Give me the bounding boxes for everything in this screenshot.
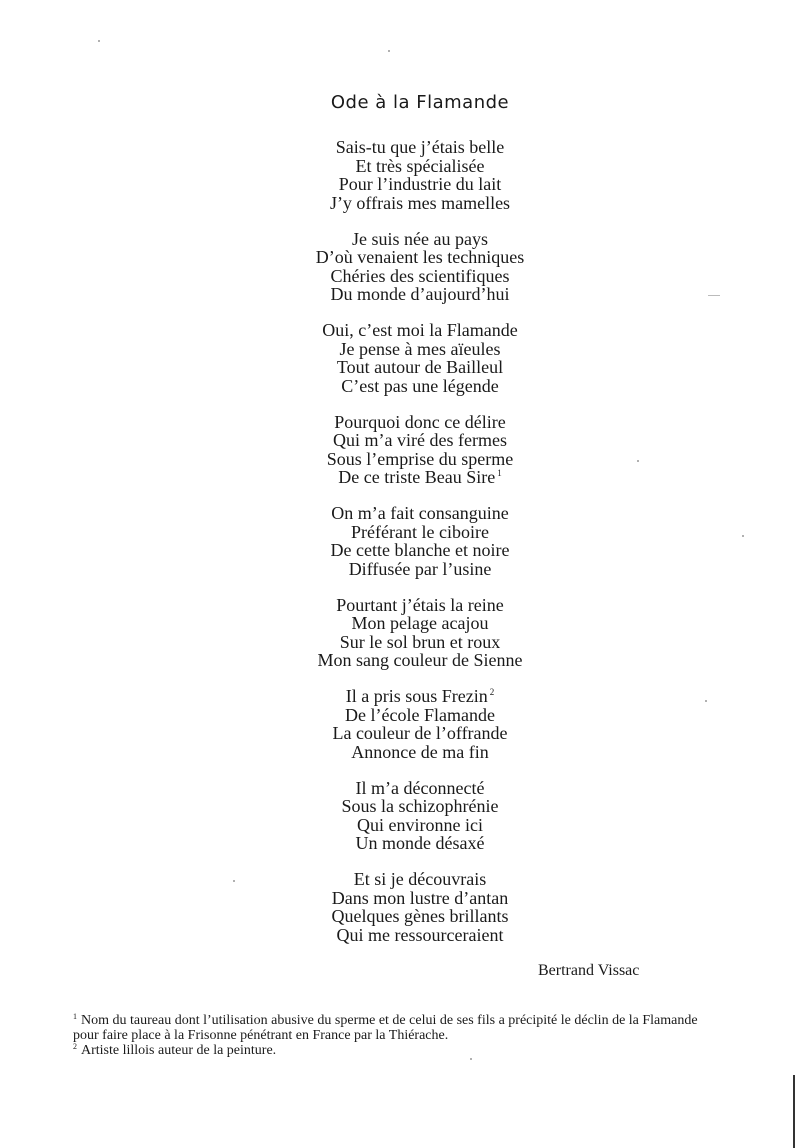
poem-line: Je pense à mes aïeules — [339, 338, 501, 359]
footnote-2 — [73, 1043, 723, 1058]
poem-line — [0, 468, 800, 487]
poem-line-text: De ce triste Beau Sire — [338, 467, 496, 487]
poem-line: Tout autour de Bailleul — [336, 357, 504, 377]
poem-line: Du monde d’aujourd’hui — [330, 284, 510, 304]
stanza-9 — [0, 870, 800, 944]
poem-line: Préférant le ciboire — [351, 521, 489, 542]
poem-line: Qui m’a viré des fermes — [333, 430, 507, 450]
poem-line: Sous la schizophrénie — [341, 796, 499, 816]
scan-edge — [793, 1075, 795, 1148]
poem-line: Quelques gènes brillants — [331, 906, 509, 926]
poem-line: Je suis née au pays — [352, 228, 488, 249]
poem-line: Oui, c’est moi la Flamande — [322, 320, 518, 340]
stanza-8 — [0, 779, 800, 853]
scan-speck — [637, 460, 639, 462]
stanza-6 — [0, 596, 800, 670]
poem-line: Pourquoi donc ce délire — [334, 411, 506, 432]
footnote-text: Artiste lillois auteur de la peinture. — [81, 1043, 277, 1058]
poem-body — [0, 138, 800, 962]
footnote-1 — [73, 1013, 723, 1043]
poem-line: Sous l’emprise du sperme — [326, 448, 514, 469]
scan-speck — [742, 535, 744, 537]
poem-line: Qui me ressourceraient — [336, 924, 504, 945]
poem-line — [0, 687, 800, 706]
scan-mark — [708, 295, 720, 296]
scan-speck — [470, 1058, 472, 1060]
poem-line: Chéries des scientifiques — [330, 265, 510, 286]
poem-line: On m’a fait consanguine — [331, 503, 509, 523]
poem-line: D’où venaient les techniques — [315, 247, 525, 267]
stanza-4 — [0, 413, 800, 487]
footnote-mark: 1 — [73, 1012, 77, 1021]
poem-line: La couleur de l’offrande — [332, 723, 508, 743]
footnote-ref-2: 2 — [489, 687, 495, 697]
scan-speck — [705, 700, 707, 702]
poem-line: Pourtant j’étais la reine — [336, 594, 504, 615]
poem-line: Mon pelage acajou — [351, 613, 489, 633]
scan-speck — [98, 40, 100, 42]
poem-line: C’est pas une légende — [341, 375, 499, 396]
footnotes — [73, 1013, 723, 1058]
poem-line: Diffusée par l’usine — [348, 558, 492, 579]
scan-speck — [233, 880, 235, 882]
footnote-text: Nom du taureau dont l’utilisation abusive du sperme et de celui de ses fils a précipité le déclin de la Flamande pour faire place à la Frisonne pénétrant en France par la Thiérache. — [73, 1013, 698, 1043]
footnote-mark: 2 — [73, 1042, 77, 1051]
stanza-3 — [0, 321, 800, 395]
poem-line: De l’école Flamande — [345, 704, 495, 725]
poem-line: Sais-tu que j’étais belle — [335, 137, 505, 157]
poem-line: Mon sang couleur de Sienne — [317, 650, 523, 670]
poem-line: Pour l’industrie du lait — [338, 174, 502, 194]
poem-line: Et si je découvrais — [353, 869, 487, 889]
poem-line: Annonce de ma fin — [351, 741, 489, 762]
stanza-5 — [0, 504, 800, 578]
stanza-7 — [0, 687, 800, 761]
poem-line: Un monde désaxé — [355, 833, 485, 853]
stanza-1 — [0, 138, 800, 212]
poem-line: De cette blanche et noire — [330, 540, 510, 560]
scan-speck — [388, 50, 390, 52]
author-signature: Bertrand Vissac — [538, 962, 640, 979]
poem-line: Qui environne ici — [357, 814, 483, 835]
poem-line: Sur le sol brun et roux — [339, 631, 501, 652]
poem-title: Ode à la Flamande — [330, 92, 510, 113]
poem-line: Dans mon lustre d’antan — [331, 887, 509, 908]
poem-line: J’y offrais mes mamelles — [329, 192, 511, 213]
poem-line-text: Il a pris sous Frezin — [345, 686, 488, 706]
poem-line: Et très spécialisée — [355, 155, 485, 176]
stanza-2 — [0, 230, 800, 304]
footnote-ref-1: 1 — [497, 468, 502, 478]
poem-line: Il m’a déconnecté — [355, 777, 485, 798]
